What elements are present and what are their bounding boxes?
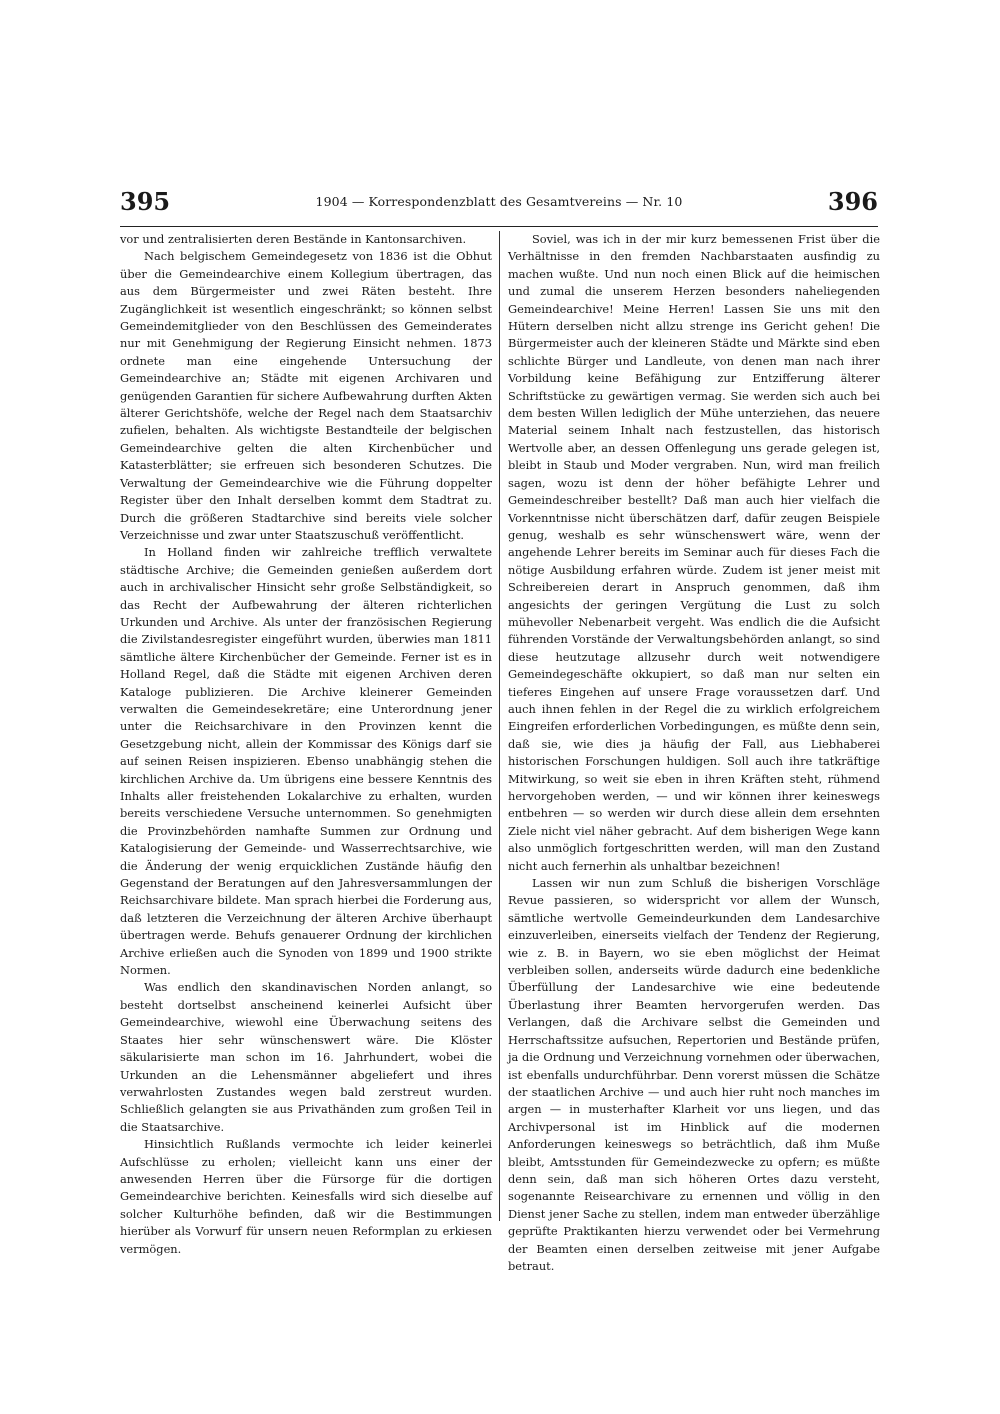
- paragraph: Nach belgischem Gemeindegesetz von 1836 ist die Obhut über die Gemeindearchive einem Kollegium übertragen, das aus dem Bürgermeister und zwei Räten besteht. Ihre Zugänglichkeit ist wesentlich eingeschränkt; so können selbst Gemeindemitglieder von den Beschlüssen des Gemeinderates nur mit Genehmigung der Regierung Einsicht nehmen. 1873 ordnete man eine eingehende Untersuchung der Gemeindearchive an; Städte mit eigenen Archivaren und genügenden Garantien für sichere Aufbewahrung durften Akten älterer Gerichtshöfe, welche der Regel nach dem Staatsarchiv zufielen, behalten. Als wichtigste Bestandteile der belgischen Gemeindearchive gelten die alten Kirchenbücher und Katasterblätter; sie erfreuen sich besonderen Schutzes. Die Verwaltung der Gemeindearchive wie die Führung doppelter Register über den Inhalt derselben kommt dem Stadtrat zu. Durch die größeren Stadtarchive sind bereits viele solcher Verzeichnisse und zwar unter Staatszuschuß veröffentlicht.: [120, 249, 492, 542]
- left-column: [120, 231, 492, 1258]
- right-column: [508, 231, 880, 1275]
- paragraph: Lassen wir nun zum Schluß die bisherigen Vorschläge Revue passieren, so widerspricht vor allem der Wunsch, sämtliche wertvolle Gemeindeurkunden dem Landesarchive einzuverleiben, einerseits vielfach der Tendenz der Regierung, wie z. B. in Bayern, wo sie eben möglichst der Heimat verbleiben sollen, anderseits würde dadurch eine bedenkliche Überfüllung der Landesarchive wie eine bedeutende Überlastung ihrer Beamten hervorgerufen werden. Das Verlangen, daß die Archivare selbst die Gemeinden und Herrschaftssitze aufsuchen, Repertorien und Bestände prüfen, ja die Ordnung und Verzeichnung vornehmen oder überwachen, ist ebenfalls undurchführbar. Denn vorerst müssen die Schätze der staatlichen Archive — und auch hier ruht noch manches im argen — in musterhafter Klarheit vor uns liegen, und das Archivpersonal ist im Hinblick auf die modernen Anforderungen keineswegs so beträchtlich, daß ihm Muße bleibt, Amtsstunden für Gemeindezwecke zu opfern; es müßte denn sein, daß man sich höheren Ortes dazu versteht, sogenannte Reisearchivare zu ernennen und völlig in den Dienst jener Sache zu stellen, indem man entweder überzählige geprüfte Praktikanten hierzu verwendet oder bei Vermehrung der Beamten einen derselben zeitweise mit jener Aufgabe betraut.: [508, 876, 880, 1273]
- running-title: 1904 — Korrespondenzblatt des Gesamtvereins — Nr. 10: [315, 194, 683, 209]
- paragraph: Soviel, was ich in der mir kurz bemessenen Frist über die Verhältnisse in den fremden Nachbarstaaten ausfindig zu machen wußte. Und nun noch einen Blick auf die heimischen und zumal die unserem Herzen besonders naheliegenden Gemeindearchive! Meine Herren! Lassen Sie uns mit den Hütern derselben nicht allzu strenge ins Gericht gehen! Die Bürgermeister auch der kleineren Städte und Märkte sind eben schlichte Bürger und Landleute, von denen man nach ihrer Vorbildung keine Befähigung zur Entzifferung älterer Schriftstücke zu gewärtigen vermag. Sie werden sich auch bei dem besten Willen lediglich der Mühe unterziehen, das neuere Material seinem Inhalt nach festzustellen, das historisch Wertvolle aber, an dessen Offenlegung uns gerade gelegen ist, bleibt in Staub und Moder vergraben. Nun, wird man freilich sagen, wozu ist denn der höher befähigte Lehrer und Gemeindeschreiber bestellt? Daß man auch hier vielfach die Vorkenntnisse nicht überschätzen darf, dafür zeugen Beispiele genug, weshalb es sehr wünschenswert wäre, wenn der angehende Lehrer bereits im Seminar auch für dieses Fach die nötige Ausbildung erfahren würde. Zudem ist jener meist mit Schreibereien derart in Anspruch genommen, daß ihm angesichts der geringen Vergütung die Lust zu solch mühevoller Nebenarbeit vergeht. Was endlich die die Aufsicht führenden Vorstände der Verwaltungsbehörden anlangt, so sind diese heutzutage allzusehr durch weit notwendigere Gemeindegeschäfte okkupiert, so daß man nur selten ein tieferes Eingehen auf unsere Frage voraussetzen darf. Und auch ihnen fehlen in der Regel die zu wirklich erfolgreichem Eingreifen erforderlichen Vorbedingungen, es müßte denn sein, daß sie, wie dies ja häufig der Fall, aus Liebhaberei historischen Forschungen huldigen. Soll auch ihre tatkräftige Mitwirkung, so weit sie eben in ihren Kräften steht, rühmend hervorgehoben werden, — und wir können ihrer keineswegs entbehren — so werden wir durch diese allein dem ersehnten Ziele nicht viel näher gebracht. Auf dem bisherigen Wege kann also unmöglich fortgeschritten werden, will man den Zustand nicht auch fernerhin als unhaltbar bezeichnen!: [508, 232, 880, 873]
- paragraph: In Holland finden wir zahlreiche trefflich verwaltete städtische Archive; die Gemeinden genießen außerdem dort auch in archivalischer Hinsicht sehr große Selbständigkeit, so das Recht der Aufbewahrung der älteren richterlichen Urkunden und Archive. Als unter der französischen Regierung die Zivilstandesregister eingeführt wurden, überwies man 1811 sämtliche ältere Kirchenbücher der Gemeinde. Ferner ist es in Holland Regel, daß die Städte mit eigenen Archiven deren Kataloge publizieren. Die Archive kleinerer Gemeinden verwalten die Gemeindesekretäre; eine Unterordnung jener unter die Reichsarchivare in den Provinzen kennt die Gesetzgebung nicht, allein der Kommissar des Königs darf sie auf seinen Reisen inspizieren. Ebenso unabhängig stehen die kirchlichen Archive da. Um übrigens eine bessere Kenntnis des Inhalts aller freistehenden Lokalarchive zu erhalten, wurden bereits verschiedene Versuche unternommen. So genehmigten die Provinzbehörden namhafte Summen zur Ordnung und Katalogisierung der Gemeinde- und Wasserrechtsarchive, wie die Änderung der wenig erquicklichen Zustände häufig den Gegenstand der Beratungen auf den Jahresversammlungen der Reichsarchivare bildete. Man sprach hierbei die Forderung aus, daß letzteren die Verzeichnung der älteren Archive überhaupt übertragen werde. Behufs genauerer Ordnung der kirchlichen Archive erließen auch die Synoden von 1899 und 1900 strikte Normen.: [120, 545, 492, 978]
- page-number-right: 396: [827, 187, 878, 216]
- page-header: [120, 186, 878, 218]
- column-divider: [499, 231, 500, 1221]
- page-number-left: 395: [120, 187, 171, 216]
- paragraph: Hinsichtlich Rußlands vermochte ich leider keinerlei Aufschlüsse zu erholen; vielleicht kann uns einer der anwesenden Herren über die Fürsorge für die dortigen Gemeindearchive berichten. Keinesfalls wird sich dieselbe auf solcher Kulturhöhe befinden, daß wir die Bestimmungen hierüber als Vorwurf für unsern neuen Reformplan zu erkiesen vermögen.: [120, 1137, 492, 1256]
- paragraph: vor und zentralisierten deren Bestände in Kantonsarchiven.: [120, 232, 467, 246]
- paragraph: Was endlich den skandinavischen Norden anlangt, so besteht dortselbst anscheinend keinerlei Aufsicht über Gemeindearchive, wiewohl eine Überwachung seitens des Staates hier sehr wünschenswert wäre. Die Klöster säkularisierte man schon im 16. Jahrhundert, wobei die Urkunden an die Lehensmänner abgeliefert und ihres verwahrlosten Zustandes wegen bald zerstreut wurden. Schließlich gelangten sie aus Privathänden zum großen Teil in die Staatsarchive.: [120, 980, 492, 1134]
- header-rule: [120, 226, 878, 227]
